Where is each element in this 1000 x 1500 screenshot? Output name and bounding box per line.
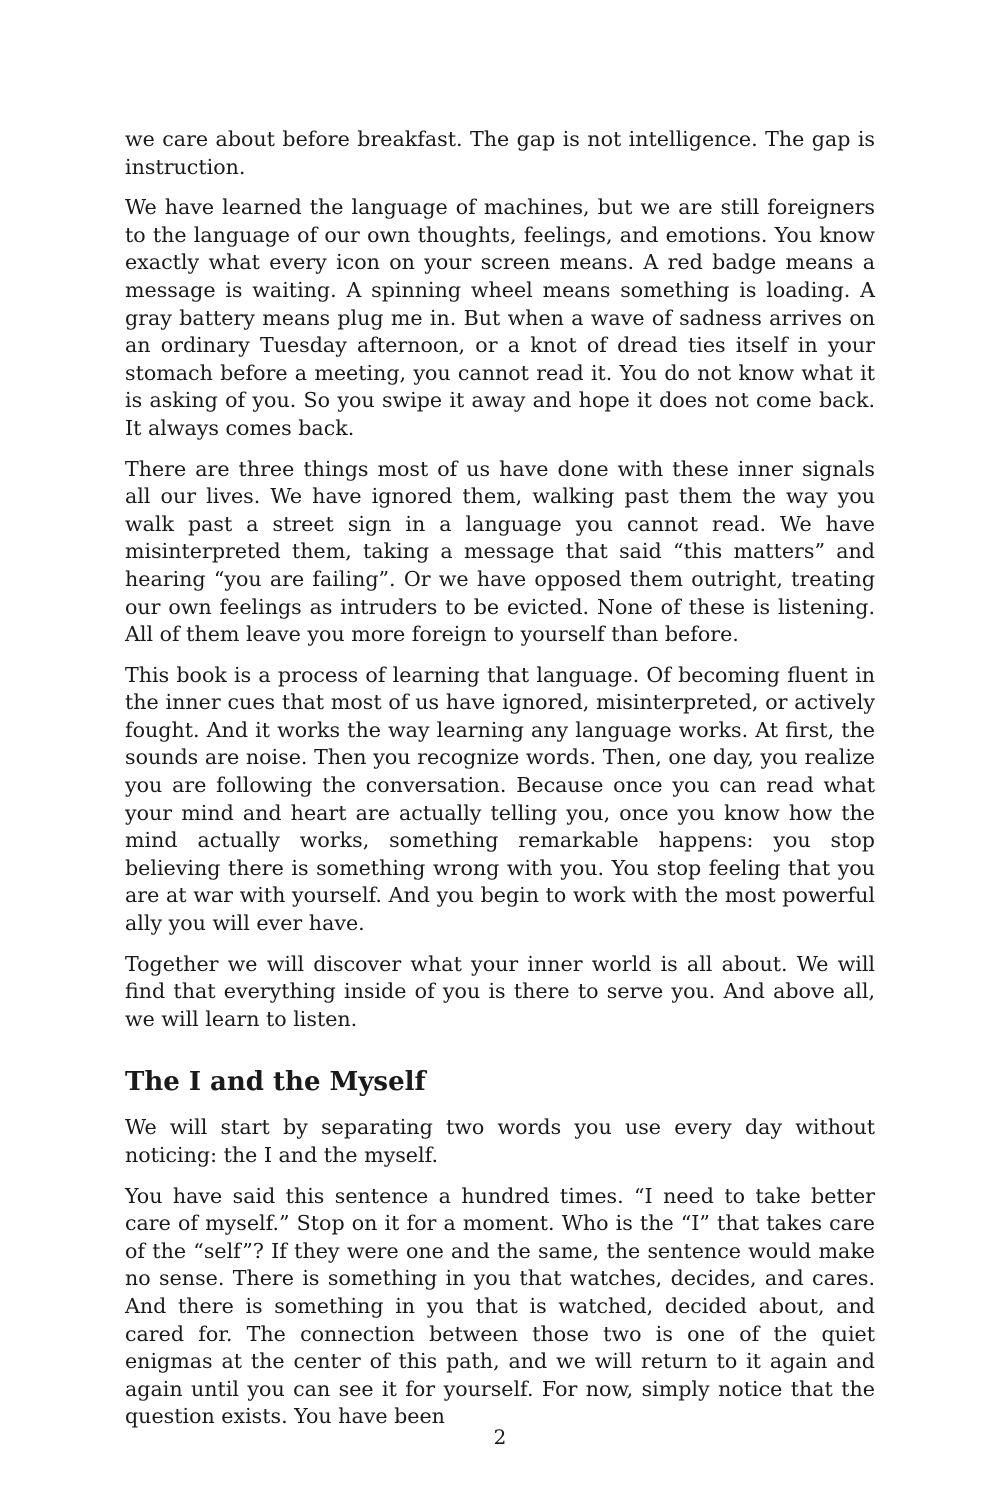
page-body [125,126,875,1444]
paragraph-language-of-machines: We have learned the language of machines, but we are still foreigners to the language of our own thoughts, feelings, and emotions. You know exactly what every icon on your screen means. A red badge means a message is waiting. A spinning wheel means something is loading. A gray battery means plug me in. But when a wave of sadness arrives on an ordinary Tuesday afternoon, or a knot of dread ties itself in your stomach before a meeting, you cannot read it. You do not know what it is asking of you. So you swipe it away and hope it does not come back. It always comes back. [125,195,875,440]
paragraph-gap-intro: we care about before breakfast. The gap is not intelligence. The gap is instruction. [125,127,875,179]
section-heading: The I and the Myself [125,1067,426,1098]
paragraph-take-care-of-myself: You have said this sentence a hundred times. “I need to take better care of myself.” Stop on it for a moment. Who is the “I” that takes care of the “self”? If they were one and the same, the sentence would make no sense. There is something in you that watches, decides, and cares. And there is something in you that is watched, decided about, and cared for. The connection between those two is one of the quiet enigmas at the center of this path, and we will return to it again and again until you can see it for yourself. For now, simply notice that the question exists. You have been [125,1183,875,1429]
paragraph-two-words: We will start by separating two words you use every day without noticing: the I and the myself. [125,1115,875,1167]
paragraph-together: Together we will discover what your inner world is all about. We will find that everything inside of you is there to serve you. And above all, we will learn to listen. [125,951,875,1031]
paragraph-three-things: There are three things most of us have done with these inner signals all our lives. We have ignored them, walking past them the way you walk past a street sign in a language you cannot read. We have misinterpreted them, taking a message that said “this matters” and hearing “you are failing”. Or we have opposed them outright, treating our own feelings as intruders to be evicted. None of these is listening. All of them leave you more foreign to yourself than before. [125,456,875,647]
paragraph-learning-language: This book is a process of learning that language. Of becoming fluent in the inner cues that most of us have ignored, misinterpreted, or actively fought. And it works the way learning any language works. At first, the sounds are noise. Then you recognize words. Then, one day, you realize you are following the conversation. Because once you can read what your mind and heart are actually telling you, once you know how the mind actually works, something remarkable happens: you stop believing there is something wrong with you. You stop feeling that you are at war with yourself. And you begin to work with the most powerful ally you will ever have. [125,662,875,936]
page-number: 2 [493,1425,507,1449]
